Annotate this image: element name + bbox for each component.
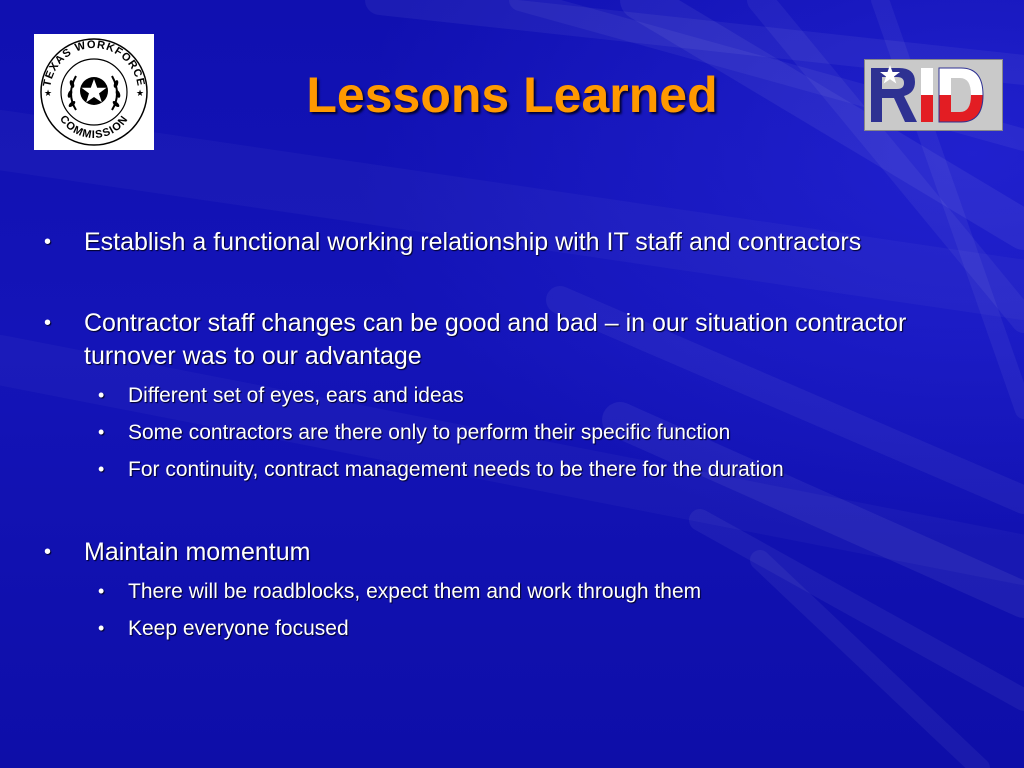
bullet-list	[44, 226, 1004, 647]
sub-bullet-glyph: •	[98, 581, 105, 601]
sub-bullet-text: Some contractors are there only to perform their specific function	[128, 421, 731, 444]
slide-title: Lessons Learned	[306, 67, 718, 123]
sub-bullet-text: Keep everyone focused	[128, 617, 349, 640]
sub-bullet-text: Different set of eyes, ears and ideas	[128, 384, 464, 407]
bullet-item	[44, 536, 1004, 569]
sub-bullet-text: For continuity, contract management needs to be there for the duration	[128, 458, 784, 481]
bullet-text: Maintain momentum	[84, 538, 311, 566]
sub-bullet-glyph: •	[98, 618, 105, 638]
sub-bullet-glyph: •	[98, 422, 105, 442]
svg-text:★: ★	[44, 88, 53, 98]
bullet-item	[44, 226, 1004, 259]
rid-logo-graphic	[865, 60, 1002, 130]
bullet-glyph: •	[44, 312, 52, 334]
sub-bullet-item	[44, 610, 1004, 647]
svg-text:★: ★	[136, 88, 145, 98]
sub-bullet-text: There will be roadblocks, expect them and work through them	[128, 580, 702, 603]
sub-bullet-item	[44, 573, 1004, 610]
sub-bullet-item	[44, 414, 1004, 451]
bullet-item	[44, 307, 1004, 373]
seal-text-bottom: COMMISSION	[57, 113, 131, 142]
bullet-glyph: •	[44, 231, 52, 253]
sub-bullet-item	[44, 451, 1004, 488]
sub-bullet-glyph: •	[98, 385, 105, 405]
bullet-glyph: •	[44, 541, 52, 563]
seal-text-top: TEXAS WORKFORCE	[41, 38, 147, 88]
bullet-text: Contractor staff changes can be good and bad – in our situation contractor turnover was to our advantage	[84, 309, 907, 370]
rid-logo	[864, 59, 1003, 131]
sub-bullet-glyph: •	[98, 459, 105, 479]
sub-bullet-item	[44, 377, 1004, 414]
bullet-text: Establish a functional working relationship with IT staff and contractors	[84, 228, 862, 256]
